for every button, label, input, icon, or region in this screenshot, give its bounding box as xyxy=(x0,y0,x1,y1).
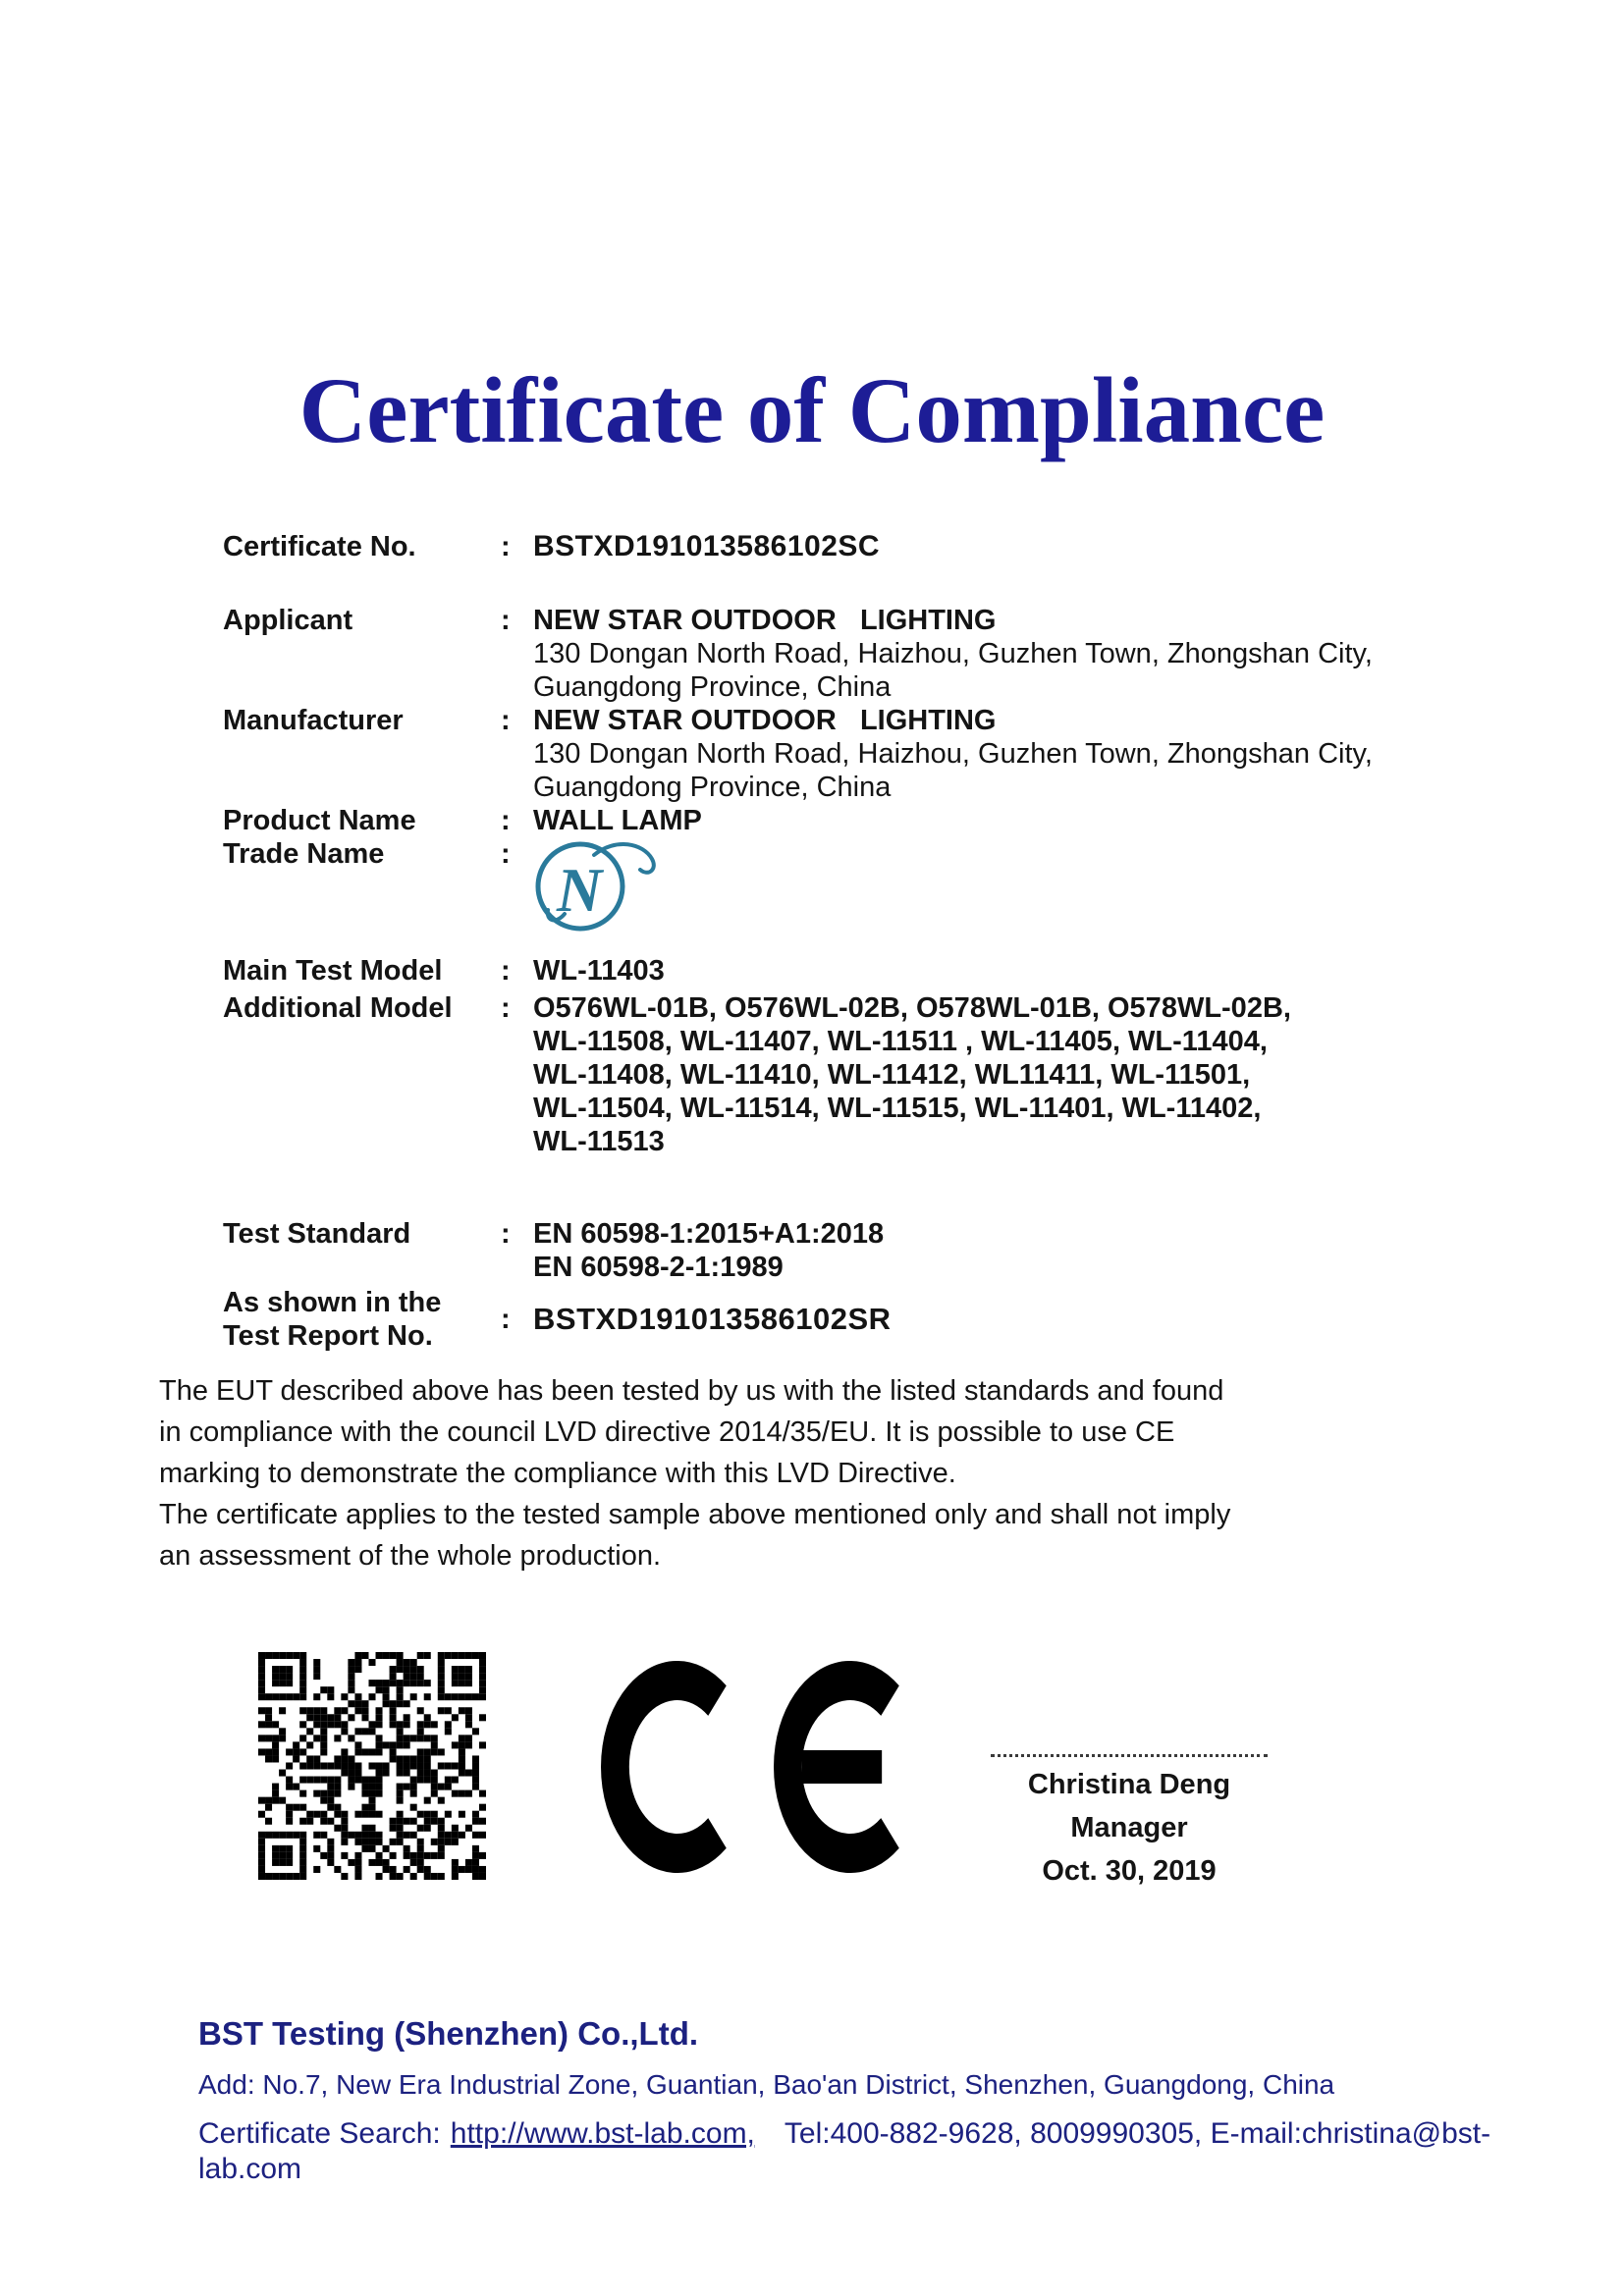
additional-model-line: WL-11513 xyxy=(533,1126,665,1157)
applicant-address-line: 130 Dongan North Road, Haizhou, Guzhen Town, Zhongshan City, xyxy=(533,638,1373,669)
manufacturer-label: Manufacturer xyxy=(223,705,404,736)
signature-date: Oct. 30, 2019 xyxy=(1042,1855,1217,1887)
colon-separator: : xyxy=(501,992,511,1024)
field-certificate-no xyxy=(223,530,1489,563)
colon-separator: : xyxy=(501,605,511,636)
field-manufacturer xyxy=(223,704,1489,804)
test-standard-line: EN 60598-2-1:1989 xyxy=(533,1252,784,1283)
main-test-model-label: Main Test Model xyxy=(223,955,443,987)
additional-model-line: WL-11508, WL-11407, WL-11511 , WL-11405, WL-11404, xyxy=(533,1026,1268,1057)
signature-dotted-line xyxy=(991,1735,1268,1757)
product-name-value: WALL LAMP xyxy=(533,805,702,836)
applicant-label: Applicant xyxy=(223,605,353,636)
certificate-search-link[interactable]: http://www.bst-lab.com, xyxy=(450,2117,755,2150)
certificate-info xyxy=(223,530,1489,1353)
svg-text:N: N xyxy=(557,855,603,925)
manufacturer-address-line: 130 Dongan North Road, Haizhou, Guzhen Town, Zhongshan City, xyxy=(533,738,1373,770)
certificate-search-row xyxy=(198,2116,1504,2187)
field-trade-name xyxy=(223,837,1489,940)
colon-separator: : xyxy=(501,705,511,736)
applicant-address-line: Guangdong Province, China xyxy=(533,671,892,703)
manufacturer-name: NEW STAR OUTDOOR LIGHTING xyxy=(533,705,997,736)
additional-model-line: O576WL-01B, O576WL-02B, O578WL-01B, O578WL-02B, xyxy=(533,992,1291,1024)
main-test-model-value: WL-11403 xyxy=(533,955,665,987)
lab-address: Add: No.7, New Era Industrial Zone, Guantian, Bao'an District, Shenzhen, Guangdong, China xyxy=(198,2069,1335,2100)
n-monogram-logo xyxy=(533,839,1489,940)
colon-separator: : xyxy=(501,805,511,836)
field-main-test-model xyxy=(223,954,1489,988)
qr-code xyxy=(258,1652,486,1880)
lab-company-name: BST Testing (Shenzhen) Co.,Ltd. xyxy=(198,2015,699,2052)
statement-line: in compliance with the council LVD directive 2014/35/EU. It is possible to use CE xyxy=(159,1416,1175,1448)
colon-separator: : xyxy=(501,531,511,562)
statement-line: The EUT described above has been tested by us with the listed standards and found xyxy=(159,1375,1224,1407)
certificate-search-label: Certificate Search: xyxy=(198,2117,441,2150)
manufacturer-address-line: Guangdong Province, China xyxy=(533,772,892,803)
field-test-standard xyxy=(223,1217,1489,1284)
report-label-line: As shown in the xyxy=(223,1287,442,1318)
colon-separator: : xyxy=(501,955,511,987)
additional-model-line: WL-11504, WL-11514, WL-11515, WL-11401, WL-11402, xyxy=(533,1093,1262,1124)
ce-mark xyxy=(601,1661,913,1873)
page-title: Certificate of Compliance xyxy=(298,358,1326,462)
statement-line: marking to demonstrate the compliance with this LVD Directive. xyxy=(159,1458,956,1489)
additional-model-label: Additional Model xyxy=(223,992,453,1024)
additional-model-line: WL-11408, WL-11410, WL-11412, WL11411, WL-11501, xyxy=(533,1059,1251,1091)
signature-block xyxy=(987,1735,1272,1893)
product-name-label: Product Name xyxy=(223,805,416,836)
trade-name-label: Trade Name xyxy=(223,838,385,870)
footer xyxy=(198,2014,1504,2187)
test-report-no-value: BSTXD191013586102SR xyxy=(533,1302,892,1336)
lab-contact: Tel:400-882-9628, 8009990305, E-mail:christina@bst-lab.com xyxy=(198,2117,1491,2185)
test-standard-line: EN 60598-1:2015+A1:2018 xyxy=(533,1218,885,1250)
signatory-name: Christina Deng xyxy=(1027,1769,1231,1800)
field-test-report-no xyxy=(223,1286,1489,1353)
field-applicant xyxy=(223,604,1489,704)
colon-separator: : xyxy=(501,1218,511,1250)
colon-separator: : xyxy=(501,1304,511,1335)
colon-separator: : xyxy=(501,838,511,870)
field-additional-model xyxy=(223,991,1489,1158)
test-standard-label: Test Standard xyxy=(223,1218,411,1250)
statement-line: The certificate applies to the tested sample above mentioned only and shall not imply xyxy=(159,1499,1231,1530)
report-label-line: Test Report No. xyxy=(223,1320,433,1352)
certificate-no-label: Certificate No. xyxy=(223,531,416,562)
statement-line: an assessment of the whole production. xyxy=(159,1540,662,1572)
compliance-statement xyxy=(159,1370,1475,1576)
field-product-name xyxy=(223,804,1489,837)
certificate-no-value: BSTXD191013586102SC xyxy=(533,530,881,562)
signatory-role: Manager xyxy=(1070,1812,1188,1843)
applicant-name: NEW STAR OUTDOOR LIGHTING xyxy=(533,605,997,636)
